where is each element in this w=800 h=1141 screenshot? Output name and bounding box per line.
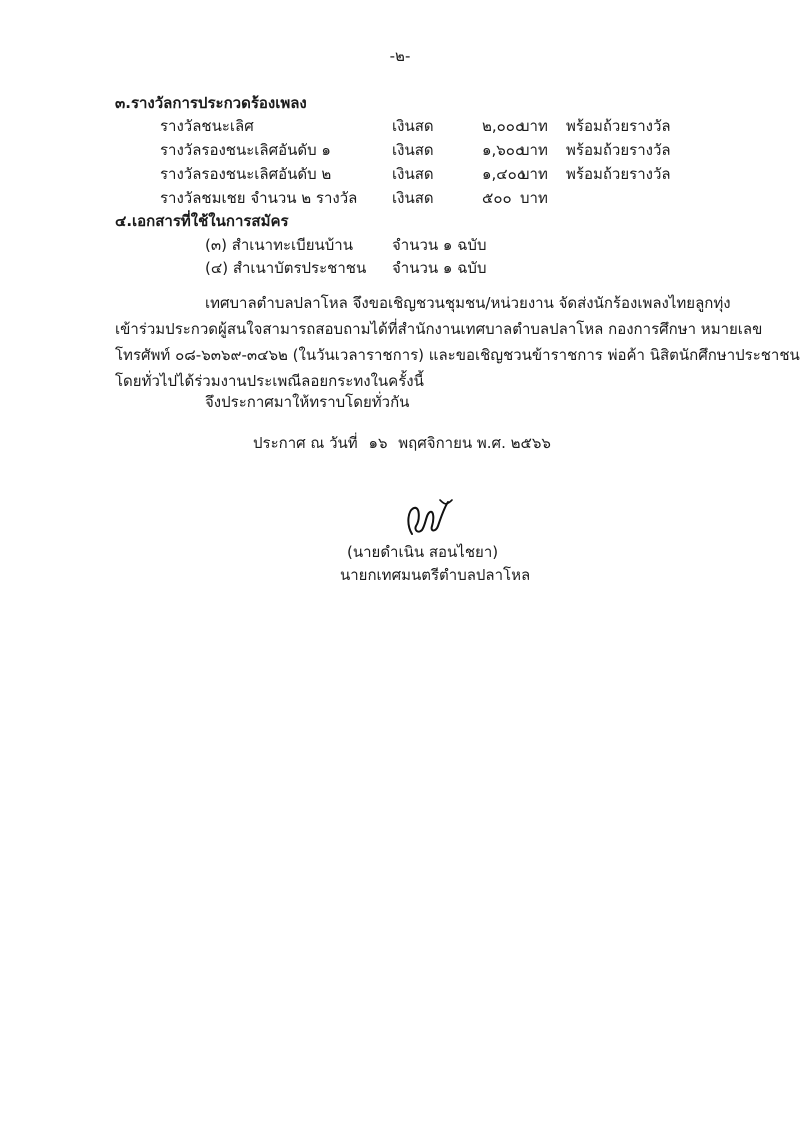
section4-heading: ๔.เอกสารที่ใช้ในการสมัคร xyxy=(115,212,289,230)
prize-unit: บาท xyxy=(520,117,548,135)
announce-text: จึงประกาศมาให้ทราบโดยทั่วกัน xyxy=(205,393,410,411)
date-day: ๑๖ xyxy=(368,434,388,452)
body-line-2: เข้าร่วมประกวดผู้สนใจสามารถสอบถามได้ที่สำนักงานเทศบาลตำบลปลาโหล กองการศึกษา หมายเลข xyxy=(115,320,763,338)
body-line-3: โทรศัพท์ ๐๘-๖๓๖๙-๓๔๖๒ (ในวันเวลาราชการ) และขอเชิญชวนข้าราชการ พ่อค้า นิสิตนักศึกษาประชาชน xyxy=(115,346,800,364)
prize-row xyxy=(0,188,800,210)
body-line-1: เทศบาลตำบลปลาโหล จึงขอเชิญชวนชุมชน/หน่วยงาน จัดส่งนักร้องเพลงไทยลูกทุ่ง xyxy=(205,294,731,312)
section3-heading: ๓.รางวัลการประกวดร้องเพลง xyxy=(115,94,307,112)
page-number: -๒- xyxy=(389,47,411,65)
prize-note: พร้อมถ้วยรางวัล xyxy=(566,165,671,183)
body-line-4: โดยทั่วไปได้ร่วมงานประเพณีลอยกระทงในครั้งนี้ xyxy=(115,372,424,390)
signatory-title: นายกเทศมนตรีตำบลปลาโหล xyxy=(340,566,531,584)
document-count: จำนวน ๑ ฉบับ xyxy=(392,259,487,277)
document-label: (๔) สำเนาบัตรประชาชน xyxy=(205,259,367,277)
prize-unit: บาท xyxy=(520,141,548,159)
prize-cash-label: เงินสด xyxy=(392,165,434,183)
document-row xyxy=(0,258,800,280)
prize-row xyxy=(0,164,800,186)
prize-label: รางวัลรองชนะเลิศอันดับ ๑ xyxy=(160,141,331,159)
prize-row xyxy=(0,140,800,162)
prize-amount: ๒,๐๐๐ xyxy=(482,117,525,135)
document-row xyxy=(0,235,800,257)
date-line xyxy=(253,433,551,453)
prize-amount: ๑,๔๐๐ xyxy=(482,165,526,183)
document-count: จำนวน ๑ ฉบับ xyxy=(392,236,487,254)
prize-note: พร้อมถ้วยรางวัล xyxy=(566,117,671,135)
date-rest: พฤศจิกายน พ.ศ. ๒๕๖๖ xyxy=(398,434,551,452)
prize-label: รางวัลรองชนะเลิศอันดับ ๒ xyxy=(160,165,332,183)
prize-unit: บาท xyxy=(520,189,548,207)
prize-amount: ๕๐๐ xyxy=(482,189,512,207)
signatory-name: (นายดำเนิน สอนไชยา) xyxy=(347,543,499,561)
prize-cash-label: เงินสด xyxy=(392,117,434,135)
document-label: (๓) สำเนาทะเบียนบ้าน xyxy=(205,236,353,254)
prize-label: รางวัลชนะเลิศ xyxy=(160,117,254,135)
prize-cash-label: เงินสด xyxy=(392,189,434,207)
prize-cash-label: เงินสด xyxy=(392,141,434,159)
signature-image xyxy=(400,496,460,542)
prize-label: รางวัลชมเชย จำนวน ๒ รางวัล xyxy=(160,189,358,207)
prize-note: พร้อมถ้วยรางวัล xyxy=(566,141,671,159)
date-prefix: ประกาศ ณ วันที่ xyxy=(253,434,358,452)
prize-amount: ๑,๖๐๐ xyxy=(482,141,525,159)
prize-row xyxy=(0,116,800,138)
prize-unit: บาท xyxy=(520,165,548,183)
